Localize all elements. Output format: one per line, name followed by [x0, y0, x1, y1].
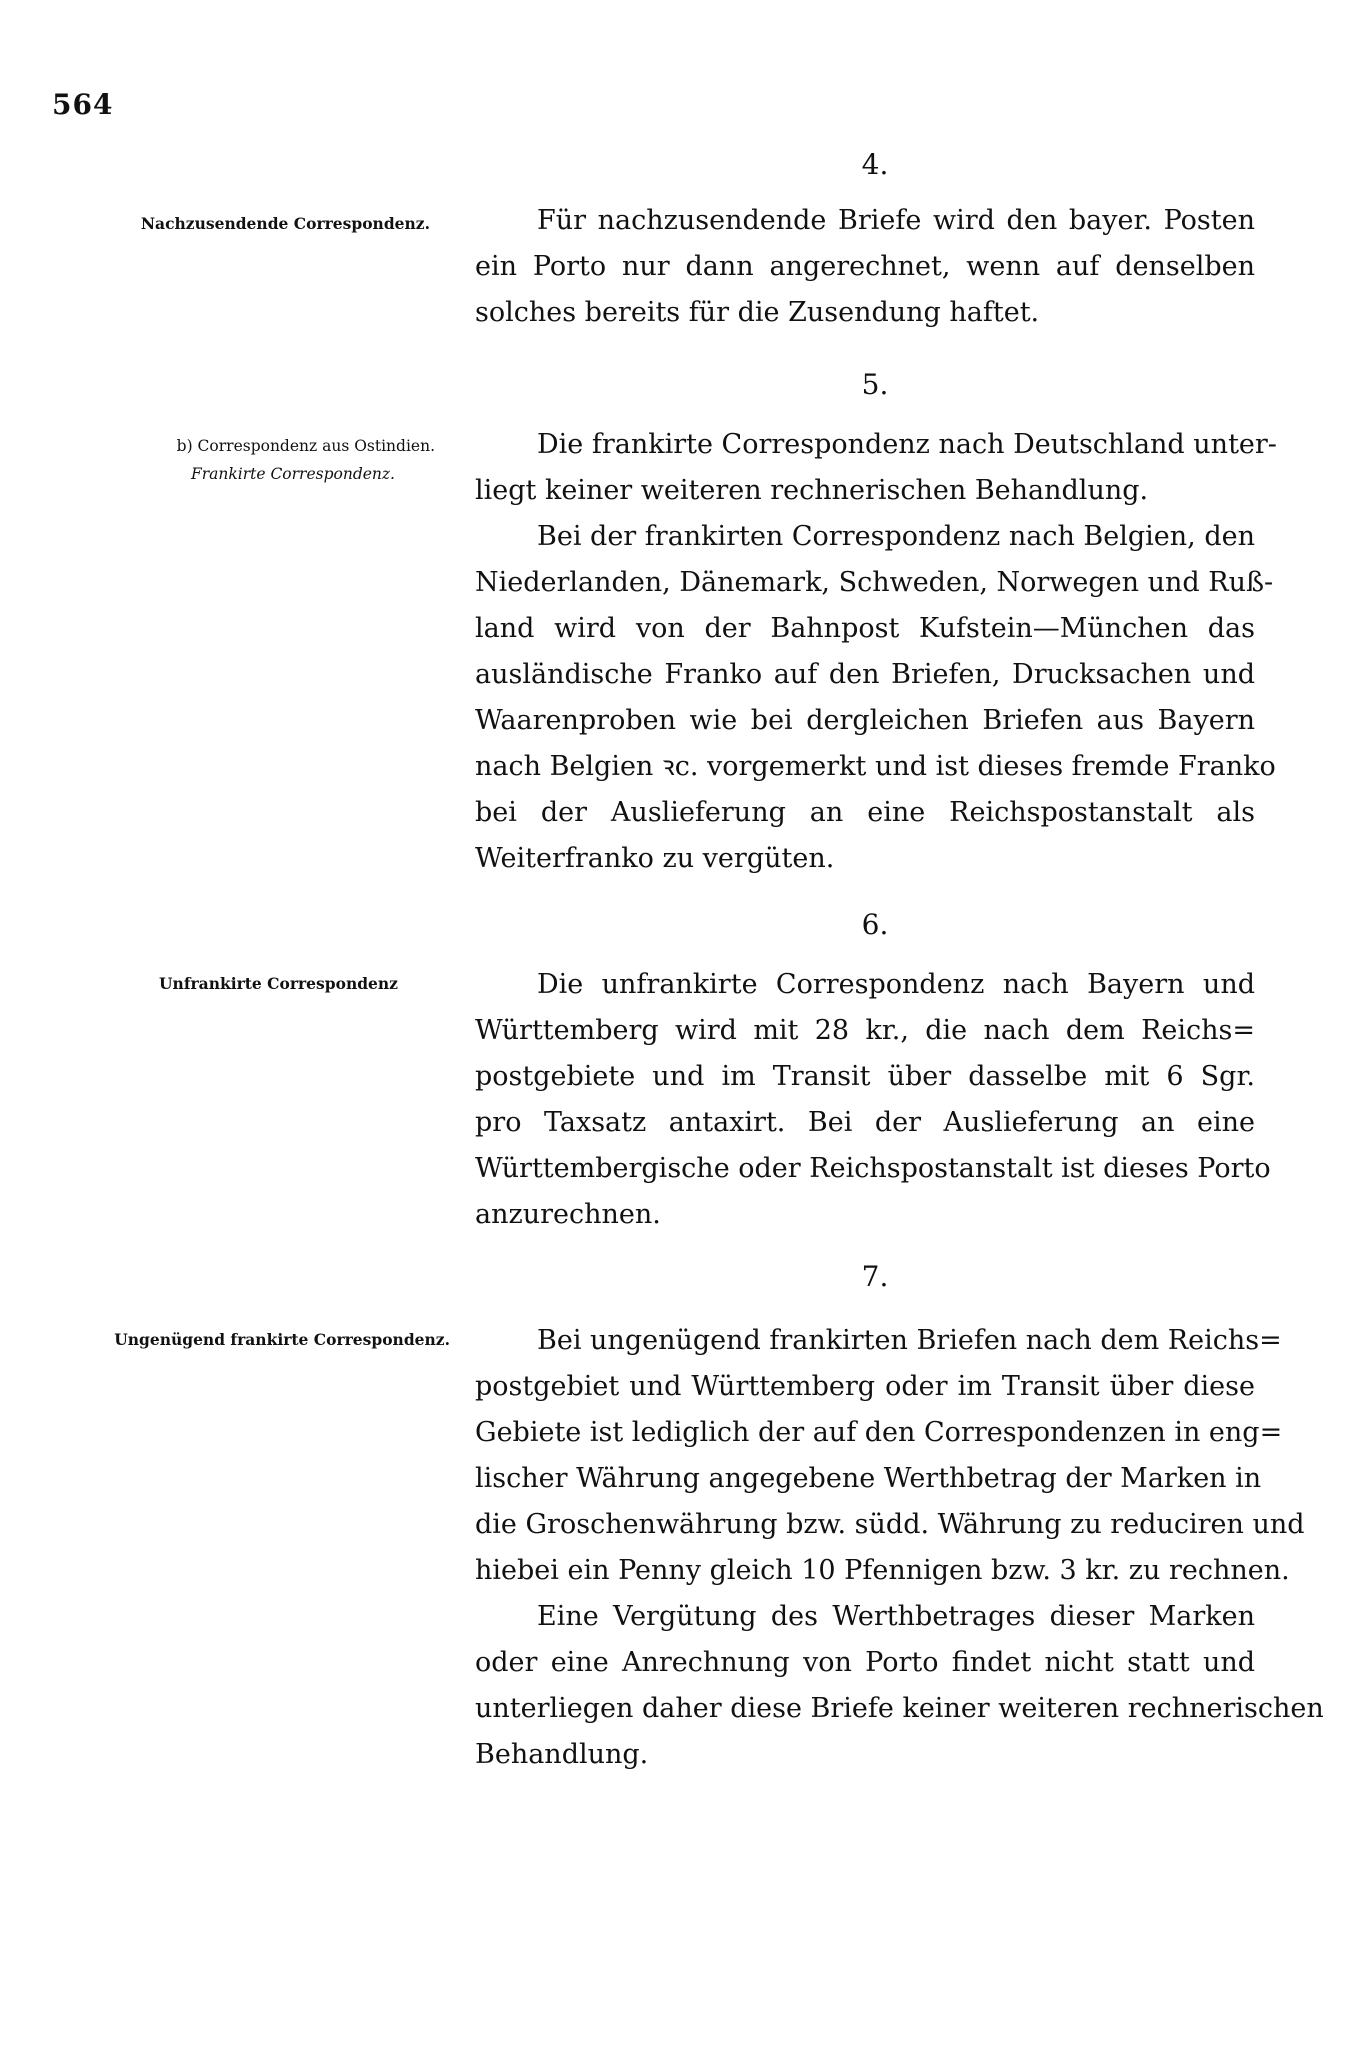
text-line: Württemberg wird mit 28 kr., die nach dem Reichs= — [475, 1015, 1255, 1046]
text-line: solches bereits für die Zusendung haftet. — [475, 297, 1040, 328]
paragraph — [475, 514, 1276, 882]
text-line: liegt keiner weiteren rechnerischen Behandlung. — [475, 475, 1149, 506]
text-line: lischer Währung angegebene Werthbetrag der Marken in — [475, 1463, 1262, 1494]
text-line: ein Porto nur dann angerechnet, wenn auf denselben — [475, 251, 1255, 282]
section-5-body — [475, 422, 1277, 882]
text-line: anzurechnen. — [475, 1199, 661, 1230]
text-line: Weiterfranko zu vergüten. — [475, 843, 835, 874]
text-line: land wird von der Bahnpost Kufstein—München das — [475, 613, 1255, 644]
text-line: ausländische Franko auf den Briefen, Drucksachen und — [475, 659, 1255, 690]
paragraph — [475, 1594, 1324, 1778]
section-number-6: 6. — [861, 908, 889, 941]
text-line: Für nachzusendende Briefe wird den bayer. Posten — [537, 205, 1255, 236]
text-line: Waarenproben wie bei dergleichen Briefen aus Bayern — [475, 705, 1255, 736]
text-line: die Groschenwährung bzw. südd. Währung zu reduciren und — [475, 1509, 1305, 1540]
margin-note-unfrankirte: Unfrankirte Correspondenz — [159, 974, 398, 993]
section-4-body — [475, 198, 1255, 336]
text-line: Die unfrankirte Correspondenz nach Bayern und — [537, 969, 1255, 1000]
text-line: Die frankirte Correspondenz nach Deutschland unter- — [537, 429, 1277, 460]
text-line: unterliegen daher diese Briefe keiner weiteren rechnerischen — [475, 1693, 1324, 1724]
paragraph — [475, 962, 1271, 1238]
text-line: nach Belgien ꝛc. vorgemerkt und ist dieses fremde Franko — [475, 751, 1276, 782]
text-line: oder eine Anrechnung von Porto findet nicht statt und — [475, 1647, 1255, 1678]
text-line: pro Taxsatz antaxirt. Bei der Auslieferung an eine — [475, 1107, 1255, 1138]
section-number-5: 5. — [861, 368, 889, 401]
text-line: Gebiete ist lediglich der auf den Correspondenzen in eng= — [475, 1417, 1283, 1448]
text-line: postgebiet und Württemberg oder im Transit über diese — [475, 1371, 1255, 1402]
paragraph — [475, 198, 1255, 336]
margin-note-ungenuegend: Ungenügend frankirte Correspondenz. — [114, 1330, 450, 1349]
text-line: Bei der frankirten Correspondenz nach Belgien, den — [537, 521, 1255, 552]
margin-note-line: b) Correspondenz aus Ostindien. — [176, 437, 435, 455]
text-line: Niederlanden, Dänemark, Schweden, Norwegen und Ruß- — [475, 567, 1274, 598]
section-number-7: 7. — [861, 1260, 889, 1293]
text-line: hiebei ein Penny gleich 10 Pfennigen bzw. 3 kr. zu rechnen. — [475, 1555, 1290, 1586]
paragraph — [475, 422, 1277, 514]
paragraph — [475, 1318, 1305, 1594]
page-number: 564 — [52, 88, 114, 121]
section-6-body — [475, 962, 1271, 1238]
text-line: Württembergische oder Reichspostanstalt ist dieses Porto — [475, 1153, 1271, 1184]
margin-note-ostindien — [60, 432, 435, 488]
text-line: postgebiete und im Transit über dasselbe mit 6 Sgr. — [475, 1061, 1255, 1092]
text-line: bei der Auslieferung an eine Reichspostanstalt als — [475, 797, 1255, 828]
text-line: Eine Vergütung des Werthbetrages dieser Marken — [537, 1601, 1255, 1632]
text-line: Bei ungenügend frankirten Briefen nach dem Reichs= — [537, 1325, 1282, 1356]
margin-note-nachzusendende: Nachzusendende Correspondenz. — [140, 214, 430, 233]
section-number-4: 4. — [861, 148, 889, 181]
text-line: Behandlung. — [475, 1739, 649, 1770]
section-7-body — [475, 1318, 1324, 1778]
margin-note-line: Frankirte Correspondenz. — [190, 465, 395, 483]
